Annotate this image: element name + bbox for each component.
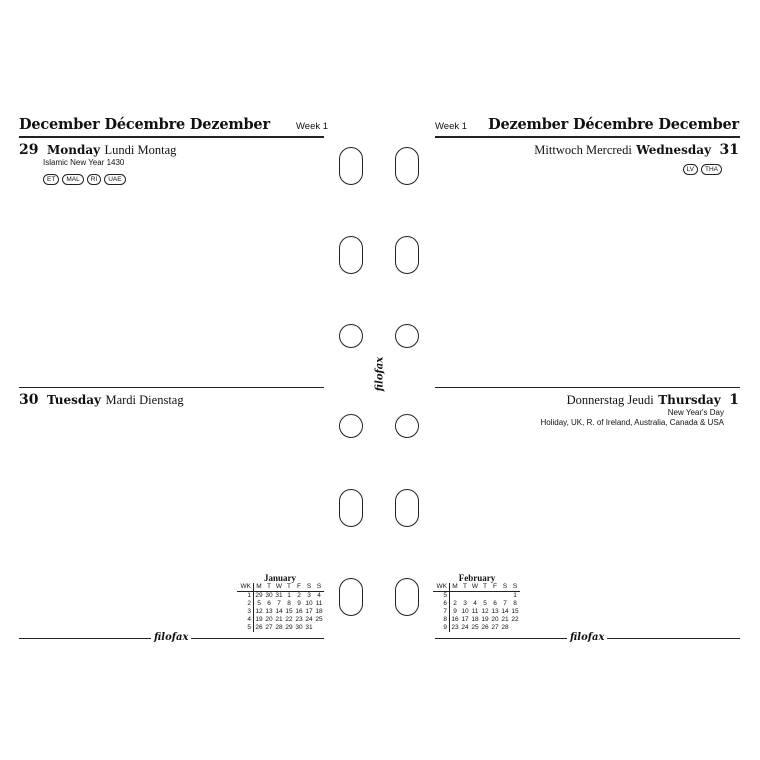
holiday-badge: RI xyxy=(87,174,102,185)
calendar-day: 29 xyxy=(255,592,263,599)
calendar-header: S xyxy=(510,583,520,592)
calendar-day: 22 xyxy=(511,616,519,623)
calendar-row xyxy=(433,592,520,601)
calendar-day: 30 xyxy=(295,624,303,631)
calendar-day: 7 xyxy=(503,600,507,607)
day-number: 1 xyxy=(729,392,739,408)
calendar-day: 20 xyxy=(491,616,499,623)
left-day1-heading xyxy=(19,141,176,159)
calendar-day xyxy=(314,624,324,632)
week-number: 6 xyxy=(433,600,450,608)
right-calendar-title: February xyxy=(458,573,496,583)
calendar-day: 27 xyxy=(491,624,499,631)
week-number: 7 xyxy=(433,608,450,616)
calendar-day: 18 xyxy=(315,608,323,615)
calendar-day: 4 xyxy=(317,592,321,599)
right-day-divider xyxy=(435,387,740,388)
calendar-day xyxy=(480,592,490,601)
calendar-day xyxy=(490,592,500,601)
day-name-other: Mardi Dienstag xyxy=(105,393,184,407)
calendar-day: 6 xyxy=(493,600,497,607)
calendar-day: 29 xyxy=(285,624,293,631)
holiday-badge: UAE xyxy=(104,174,125,185)
calendar-day: 26 xyxy=(255,624,263,631)
day-number: 30 xyxy=(19,392,39,408)
left-filofax-logo: filofax xyxy=(151,632,191,644)
spine-filofax-logo: filofax xyxy=(374,356,386,392)
punch-hole xyxy=(339,324,363,348)
day-name-other: Mittwoch Mercredi xyxy=(534,143,632,157)
right-day2-holiday: Holiday, UK, R. of Ireland, Australia, Canada & USA xyxy=(540,418,724,427)
left-mini-calendar xyxy=(237,583,324,632)
left-header-rule xyxy=(19,136,324,138)
day-number: 31 xyxy=(719,142,739,158)
right-day1-badges xyxy=(683,158,722,176)
calendar-day: 27 xyxy=(265,624,273,631)
left-week-label: Week 1 xyxy=(296,121,329,132)
calendar-header: F xyxy=(490,583,500,592)
right-day1-heading xyxy=(534,141,739,159)
calendar-header: WK xyxy=(237,583,254,592)
right-day2-note: New Year's Day xyxy=(667,408,724,417)
calendar-day: 13 xyxy=(491,608,499,615)
calendar-day: 8 xyxy=(513,600,517,607)
calendar-day: 25 xyxy=(471,624,479,631)
calendar-day: 19 xyxy=(255,616,263,623)
calendar-day: 17 xyxy=(305,608,313,615)
calendar-header: T xyxy=(264,583,274,592)
punch-hole xyxy=(339,489,363,527)
calendar-day: 3 xyxy=(307,592,311,599)
right-header-rule xyxy=(435,136,740,138)
calendar-day: 2 xyxy=(297,592,301,599)
calendar-day xyxy=(500,592,510,601)
calendar-day: 12 xyxy=(481,608,489,615)
calendar-day: 13 xyxy=(265,608,273,615)
calendar-day: 10 xyxy=(305,600,313,607)
punch-hole xyxy=(395,236,419,274)
week-number: 5 xyxy=(433,592,450,601)
calendar-day: 21 xyxy=(275,616,283,623)
calendar-day: 11 xyxy=(315,600,323,607)
calendar-day: 1 xyxy=(287,592,291,599)
punch-hole xyxy=(395,324,419,348)
punch-hole xyxy=(339,578,363,616)
calendar-day xyxy=(470,592,480,601)
holiday-badge: MAL xyxy=(62,174,83,185)
calendar-day: 5 xyxy=(483,600,487,607)
calendar-day: 4 xyxy=(473,600,477,607)
holiday-badge: THA xyxy=(701,164,722,175)
calendar-day: 22 xyxy=(285,616,293,623)
day-name-en: Wednesday xyxy=(636,143,712,157)
day-number: 29 xyxy=(19,142,39,158)
calendar-day: 18 xyxy=(471,616,479,623)
punch-hole xyxy=(339,147,363,185)
calendar-header: W xyxy=(275,583,283,590)
week-number: 4 xyxy=(237,616,254,624)
calendar-header: WK xyxy=(433,583,450,592)
right-month-header: Dezember Décembre December xyxy=(488,116,739,133)
calendar-row xyxy=(237,600,324,608)
calendar-row xyxy=(237,616,324,624)
calendar-day: 26 xyxy=(481,624,489,631)
calendar-day: 12 xyxy=(255,608,263,615)
day-name-en: Tuesday xyxy=(46,393,102,407)
punch-hole xyxy=(395,147,419,185)
calendar-day: 25 xyxy=(315,616,323,623)
punch-hole xyxy=(395,489,419,527)
calendar-day: 19 xyxy=(481,616,489,623)
calendar-row xyxy=(433,608,520,616)
right-week-label: Week 1 xyxy=(435,121,468,132)
calendar-row xyxy=(433,616,520,624)
calendar-row xyxy=(237,608,324,616)
calendar-day: 9 xyxy=(453,608,457,615)
calendar-day xyxy=(510,624,520,632)
week-number: 8 xyxy=(433,616,450,624)
week-number: 1 xyxy=(237,592,254,601)
calendar-day: 31 xyxy=(305,624,313,631)
calendar-row xyxy=(237,592,324,601)
day-name-en: Monday xyxy=(46,143,101,157)
calendar-header: M xyxy=(254,583,265,592)
left-day1-badges xyxy=(43,168,129,186)
calendar-day: 3 xyxy=(463,600,467,607)
calendar-header: T xyxy=(460,583,470,592)
calendar-day: 31 xyxy=(275,592,283,599)
left-day2-heading xyxy=(19,391,184,409)
calendar-header: S xyxy=(500,583,510,592)
calendar-header: F xyxy=(294,583,304,592)
punch-hole xyxy=(395,414,419,438)
calendar-day: 30 xyxy=(265,592,273,599)
calendar-day: 21 xyxy=(501,616,509,623)
right-mini-calendar xyxy=(433,583,520,632)
calendar-day: 14 xyxy=(275,608,283,615)
calendar-day: 9 xyxy=(297,600,301,607)
calendar-day: 24 xyxy=(461,624,469,631)
punch-hole xyxy=(339,414,363,438)
calendar-day: 10 xyxy=(461,608,469,615)
calendar-day: 16 xyxy=(295,608,303,615)
calendar-day: 5 xyxy=(257,600,261,607)
calendar-day: 1 xyxy=(513,592,517,599)
right-filofax-logo: filofax xyxy=(567,632,607,644)
calendar-header: M xyxy=(450,583,461,592)
left-calendar-title: January xyxy=(263,573,296,583)
holiday-badge: ET xyxy=(43,174,59,185)
right-day2-heading xyxy=(567,391,739,409)
calendar-row xyxy=(433,600,520,608)
calendar-header: T xyxy=(480,583,490,592)
calendar-header: S xyxy=(314,583,324,592)
punch-hole xyxy=(339,236,363,274)
left-day1-note: Islamic New Year 1430 xyxy=(43,158,125,167)
calendar-day: 24 xyxy=(305,616,313,623)
week-number: 9 xyxy=(433,624,450,632)
calendar-day: 16 xyxy=(451,616,459,623)
week-number: 2 xyxy=(237,600,254,608)
day-name-en: Thursday xyxy=(658,393,721,407)
calendar-day: 8 xyxy=(287,600,291,607)
calendar-day: 11 xyxy=(471,608,479,615)
holiday-badge: LV xyxy=(683,164,698,175)
calendar-day: 2 xyxy=(453,600,457,607)
calendar-day: 23 xyxy=(451,624,459,631)
calendar-day: 20 xyxy=(265,616,273,623)
punch-hole xyxy=(395,578,419,616)
calendar-row xyxy=(433,624,520,632)
calendar-day: 15 xyxy=(285,608,293,615)
calendar-day: 17 xyxy=(461,616,469,623)
calendar-day: 6 xyxy=(267,600,271,607)
calendar-day: 28 xyxy=(501,624,509,631)
calendar-day: 7 xyxy=(277,600,281,607)
calendar-day xyxy=(460,592,470,601)
left-month-header: December Décembre Dezember xyxy=(19,116,270,133)
calendar-day: 23 xyxy=(295,616,303,623)
left-day-divider xyxy=(19,387,324,388)
calendar-day: 14 xyxy=(501,608,509,615)
calendar-day: 28 xyxy=(275,624,283,631)
calendar-header: T xyxy=(284,583,294,592)
week-number: 5 xyxy=(237,624,254,632)
calendar-row xyxy=(237,624,324,632)
calendar-day xyxy=(450,592,461,601)
day-name-other: Donnerstag Jeudi xyxy=(566,393,654,407)
calendar-day: 15 xyxy=(511,608,519,615)
calendar-header: S xyxy=(304,583,314,592)
calendar-header: W xyxy=(471,583,479,590)
week-number: 3 xyxy=(237,608,254,616)
day-name-other: Lundi Montag xyxy=(104,143,177,157)
